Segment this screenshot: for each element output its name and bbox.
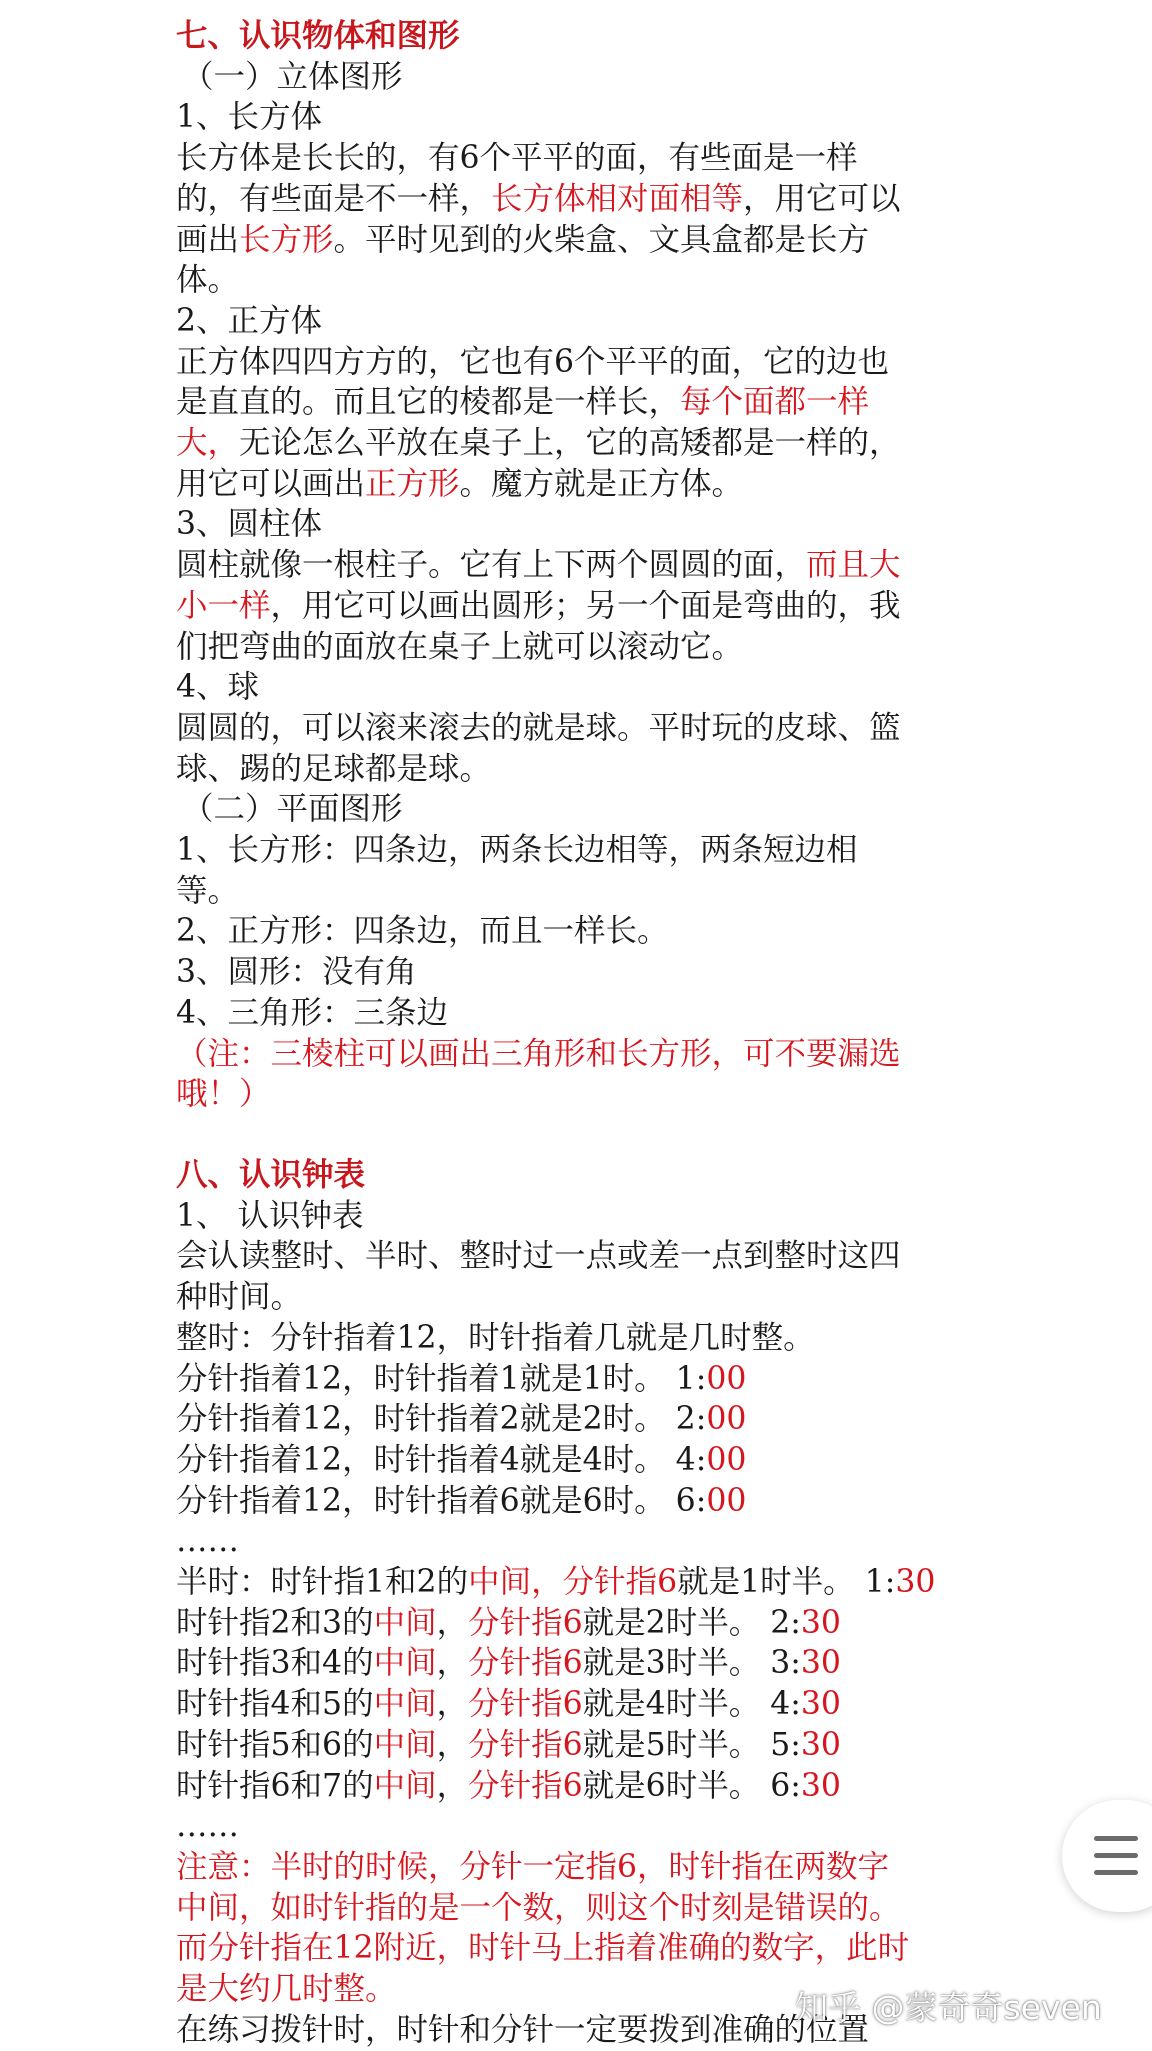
- text-line: [176, 1034, 996, 1075]
- text-run: 等。: [176, 872, 240, 909]
- highlighted-text: （注：三棱柱可以画出三角形和长方形，可不要漏选: [176, 1035, 901, 1072]
- highlighted-text: 正方形: [365, 465, 460, 502]
- text-run: 的，有些面是不一样，: [176, 180, 492, 217]
- text-line: [176, 1928, 996, 1969]
- text-line: [176, 1399, 996, 1440]
- text-line: [176, 627, 996, 668]
- text-line: [176, 1806, 996, 1847]
- text-run: 球、踢的足球都是球。: [176, 750, 492, 787]
- text-run: 就是4时半。 4:: [582, 1686, 801, 1723]
- clock-heading: 1、 认识钟表: [176, 1197, 364, 1234]
- text-line: [176, 708, 996, 749]
- whole-hour-list: [176, 1359, 996, 1563]
- text-run: ，: [436, 1604, 469, 1641]
- half-hour-list: [176, 1562, 996, 1847]
- text-line: [176, 220, 996, 261]
- text-line: [176, 1440, 996, 1481]
- highlighted-text: 分针指6: [468, 1767, 583, 1804]
- text-line: [176, 545, 996, 586]
- text-line: [176, 382, 996, 423]
- text-line: [176, 1643, 996, 1684]
- section-7-title: 七、认识物体和图形: [176, 18, 460, 54]
- highlighted-text: 中间，分针指6: [468, 1564, 678, 1601]
- plane-shapes-list: [176, 830, 996, 1034]
- text-line: [176, 1521, 996, 1562]
- text-run: 1、长方形：四条边，两条长边相等，两条短边相: [176, 832, 858, 869]
- text-line: [176, 993, 996, 1034]
- highlighted-text: 30: [895, 1564, 936, 1601]
- text-run: 就是6时半。 6:: [582, 1767, 801, 1804]
- highlighted-text: 而分针指在12附近，时针马上指着准确的数字，此时: [176, 1930, 910, 1967]
- text-line: [176, 179, 996, 220]
- text-run: 长方体是长长的，有6个平平的面，有些面是一样: [176, 140, 858, 177]
- cut-off-last-line: 在练习拨针时，时针和分针一定要拨到准确的位置: [176, 2012, 870, 2048]
- text-line: [176, 911, 996, 952]
- text-run: 们把弯曲的面放在桌子上就可以滚动它。: [176, 628, 744, 665]
- text-run: 4、三角形：三条边: [176, 994, 449, 1031]
- text-line: [176, 1359, 996, 1400]
- cuboid-heading: 1、长方体: [176, 99, 323, 136]
- highlighted-text: 分针指6: [468, 1686, 583, 1723]
- text-run: 。魔方就是正方体。: [459, 465, 744, 502]
- text-run: 分针指着12，时针指着1就是1时。 1:: [176, 1360, 707, 1397]
- highlighted-text: 00: [706, 1441, 747, 1478]
- text-line: [176, 423, 996, 464]
- text-run: ，: [436, 1767, 469, 1804]
- text-run: 整时：分针指着12，时针指着几就是几时整。: [176, 1319, 815, 1356]
- text-line: [176, 1603, 996, 1644]
- highlighted-text: 中间: [373, 1686, 437, 1723]
- text-line: [176, 1684, 996, 1725]
- text-run: ，用它可以: [743, 180, 901, 217]
- text-line: [176, 1888, 996, 1929]
- prism-note: [176, 1034, 996, 1115]
- highlighted-text: 中间: [373, 1604, 437, 1641]
- text-line: [176, 1277, 996, 1318]
- text-line: [176, 138, 996, 179]
- text-run: 就是3时半。 3:: [582, 1645, 801, 1682]
- text-run: ……: [176, 1523, 239, 1560]
- highlighted-text: 00: [706, 1401, 747, 1438]
- highlighted-text: 哦！）: [176, 1076, 271, 1113]
- highlighted-text: 是大约几时整。: [176, 1971, 397, 2008]
- clock-intro: [176, 1236, 996, 1358]
- text-line: [176, 830, 996, 871]
- text-line: [176, 1236, 996, 1277]
- text-line: [176, 1481, 996, 1522]
- text-run: 时针指6和7的: [176, 1767, 374, 1804]
- zhihu-watermark: 知乎 @蒙奇奇seven: [795, 1988, 1102, 2027]
- highlighted-text: 中间: [373, 1645, 437, 1682]
- text-run: 分针指着12，时针指着6就是6时。 6:: [176, 1482, 707, 1519]
- sphere-paragraph: [176, 708, 996, 789]
- text-line: [176, 1766, 996, 1807]
- text-run: 会认读整时、半时、整时过一点或差一点到整时这四: [176, 1238, 901, 1275]
- floating-menu-button[interactable]: [1062, 1800, 1152, 1912]
- highlighted-text: 长方体相对面相等: [491, 180, 744, 217]
- highlighted-text: 小一样: [176, 587, 271, 624]
- text-run: 时针指4和5的: [176, 1686, 374, 1723]
- highlighted-text: 而且大: [806, 547, 901, 584]
- section-7-subheading-1: （一）立体图形: [182, 58, 403, 95]
- text-run: 半时：时针指1和2的: [176, 1564, 469, 1601]
- highlighted-text: 30: [800, 1767, 841, 1804]
- highlighted-text: 注意：半时的时候，分针一定指6，时针指在两数字: [176, 1848, 890, 1885]
- article-body: [176, 16, 996, 2010]
- text-line: [176, 749, 996, 790]
- text-run: 圆柱就像一根柱子。它有上下两个圆圆的面，: [176, 547, 807, 584]
- highlighted-text: 中间: [373, 1767, 437, 1804]
- highlighted-text: 分针指6: [468, 1604, 583, 1641]
- section-8-title: 八、认识钟表: [176, 1156, 366, 1193]
- text-run: 正方体四四方方的，它也有6个平平的面，它的边也: [176, 343, 890, 380]
- text-run: 分针指着12，时针指着4就是4时。 4:: [176, 1441, 707, 1478]
- text-line: [176, 1074, 996, 1115]
- text-line: [176, 586, 996, 627]
- text-line: [176, 1562, 996, 1603]
- text-line: [176, 464, 996, 505]
- text-run: 时针指3和4的: [176, 1645, 374, 1682]
- highlighted-text: 30: [800, 1726, 841, 1763]
- text-run: 就是5时半。 5:: [582, 1726, 801, 1763]
- text-run: 2、正方形：四条边，而且一样长。: [176, 913, 669, 950]
- text-run: 圆圆的，可以滚来滚去的就是球。平时玩的皮球、篮: [176, 709, 901, 746]
- sphere-heading: 4、球: [176, 669, 260, 706]
- text-run: ，: [436, 1726, 469, 1763]
- text-line: [176, 1318, 996, 1359]
- text-run: ，用它可以画出圆形；另一个面是弯曲的，我: [270, 587, 901, 624]
- cylinder-heading: 3、圆柱体: [176, 506, 323, 543]
- highlighted-text: 30: [800, 1645, 841, 1682]
- highlighted-text: 分针指6: [468, 1726, 583, 1763]
- highlighted-text: 每个面都一样: [680, 384, 870, 421]
- text-line: [176, 1847, 996, 1888]
- highlighted-text: 大，: [176, 425, 240, 462]
- text-run: 时针指5和6的: [176, 1726, 374, 1763]
- highlighted-text: 30: [800, 1604, 841, 1641]
- text-run: 分针指着12，时针指着2就是2时。 2:: [176, 1401, 707, 1438]
- text-line: [176, 342, 996, 383]
- text-run: 种时间。: [176, 1279, 303, 1316]
- highlighted-text: 30: [800, 1686, 841, 1723]
- highlighted-text: 分针指6: [468, 1645, 583, 1682]
- text-run: 。平时见到的火柴盒、文具盒都是长方: [333, 221, 870, 258]
- text-line: [176, 871, 996, 912]
- text-run: 就是1时半。 1:: [677, 1564, 896, 1601]
- text-line: [176, 260, 996, 301]
- text-run: ……: [176, 1808, 239, 1845]
- cube-heading: 2、正方体: [176, 302, 323, 339]
- text-run: 体。: [176, 262, 240, 299]
- section-7-subheading-2: （二）平面图形: [182, 791, 403, 828]
- highlighted-text: 00: [706, 1482, 747, 1519]
- highlighted-text: 长方形: [239, 221, 334, 258]
- highlighted-text: 00: [706, 1360, 747, 1397]
- highlighted-text: 中间: [373, 1726, 437, 1763]
- text-run: 画出: [176, 221, 240, 258]
- text-run: 无论怎么平放在桌子上，它的高矮都是一样的，: [239, 425, 901, 462]
- cylinder-paragraph: [176, 545, 996, 667]
- cube-paragraph: [176, 342, 996, 505]
- text-line: [176, 952, 996, 993]
- text-run: 时针指2和3的: [176, 1604, 374, 1641]
- text-run: ，: [436, 1686, 469, 1723]
- text-run: 就是2时半。 2:: [582, 1604, 801, 1641]
- text-run: ，: [436, 1645, 469, 1682]
- highlighted-text: 中间，如时针指的是一个数，则这个时刻是错误的。: [176, 1889, 901, 1926]
- text-run: 用它可以画出: [176, 465, 366, 502]
- text-line: [176, 1725, 996, 1766]
- text-run: 3、圆形：没有角: [176, 954, 417, 991]
- text-run: 是直直的。而且它的棱都是一样长，: [176, 384, 681, 421]
- cuboid-paragraph: [176, 138, 996, 301]
